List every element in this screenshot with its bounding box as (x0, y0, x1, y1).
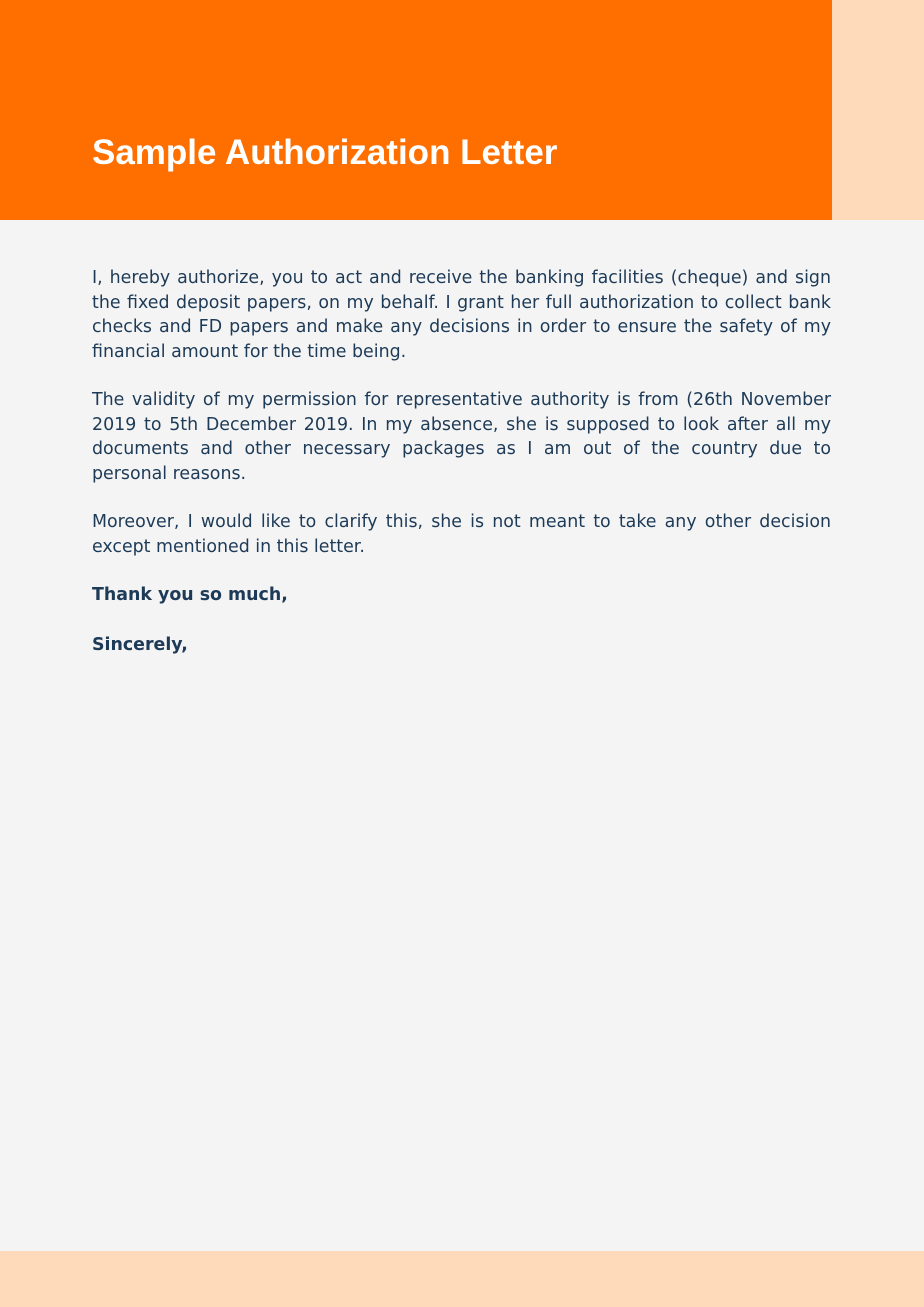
paragraph-clarification: Moreover, I would like to clarify this, she is not meant to take any other decision except mentioned in this letter. (92, 512, 831, 557)
paragraph-authorization: I, hereby authorize, you to act and receive the banking facilities (cheque) and sign the fixed deposit papers, on my behalf. I grant her full authorization to collect bank checks and FD papers and make any decisions in order to ensure the safety of my financial amount for the time being. (92, 268, 831, 362)
header-band (0, 0, 832, 220)
paragraph-validity: The validity of my permission for representative authority is from (26th November 2019 to 5th December 2019. In my absence, she is supposed to look after all my documents and other necessary packages as I am out of the country due to personal reasons. (92, 390, 831, 484)
page-title: Sample Authorization Letter (92, 133, 558, 172)
footer-band (0, 1251, 924, 1307)
header-accent-strip (832, 0, 924, 220)
letter-body (92, 266, 831, 682)
signoff-line: Sincerely, (92, 634, 188, 655)
thanks-line: Thank you so much, (92, 585, 288, 605)
